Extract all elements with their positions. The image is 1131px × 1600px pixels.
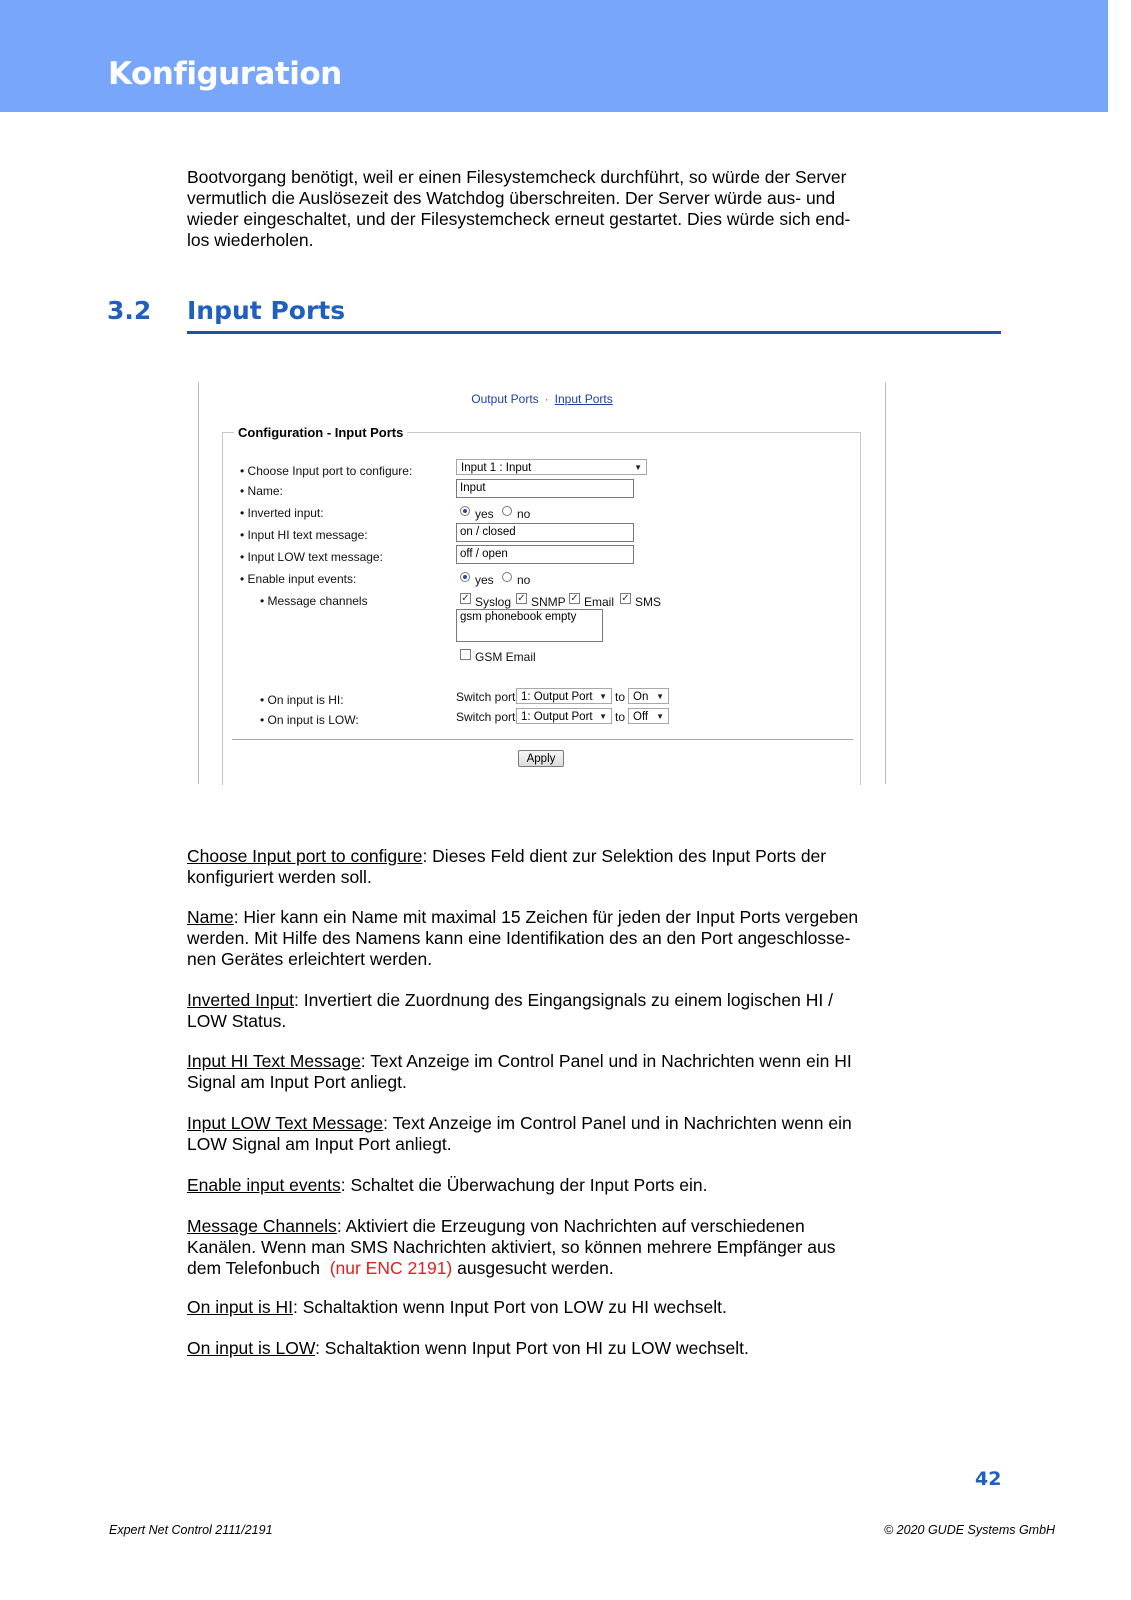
para-text: LOW Status. <box>187 1011 287 1031</box>
section-title: Input Ports <box>187 296 346 325</box>
chevron-down-icon: ▼ <box>656 712 664 721</box>
tab-separator: · <box>544 392 549 406</box>
para-text: ausgesucht werden. <box>452 1258 614 1278</box>
inverted-no-label: no <box>517 507 531 521</box>
label-name: • Name: <box>240 484 283 498</box>
para-message-channels <box>187 1216 917 1279</box>
para-text: : Schaltet die Überwachung der Input Ports ein. <box>340 1175 708 1195</box>
label-enable-events: • Enable input events: <box>240 572 357 586</box>
footer-copyright: © 2020 GUDE Systems GmbH <box>884 1523 1056 1537</box>
term: Enable input events <box>187 1175 341 1195</box>
term: On input is HI <box>187 1297 294 1317</box>
to-label: to <box>615 690 626 704</box>
events-no-radio[interactable] <box>502 572 512 582</box>
config-screenshot <box>198 382 886 784</box>
para-text: : Aktiviert die Erzeugung von Nachrichten auf verschiedenen <box>336 1216 805 1236</box>
hi-action-value: On <box>633 691 649 703</box>
hi-output-port-select[interactable] <box>516 688 612 704</box>
label-inverted: • Inverted input: <box>240 506 324 520</box>
chevron-down-icon: ▼ <box>599 712 607 721</box>
term: Input LOW Text Message <box>187 1113 384 1133</box>
tab-input-ports[interactable]: Input Ports <box>554 392 613 406</box>
events-yes-radio[interactable] <box>460 572 470 582</box>
screenshot-border-left <box>198 382 199 784</box>
chevron-down-icon: ▼ <box>599 692 607 701</box>
para-text: : Text Anzeige im Control Panel und in Nachrichten wenn ein <box>383 1113 852 1133</box>
email-label: Email <box>584 595 615 609</box>
para-text: Signal am Input Port anliegt. <box>187 1072 407 1092</box>
inverted-yes-label: yes <box>475 507 494 521</box>
para-text: : Text Anzeige im Control Panel und in Nachrichten wenn ein HI <box>360 1051 852 1071</box>
events-yes-label: yes <box>475 573 494 587</box>
chevron-down-icon: ▼ <box>634 463 642 472</box>
para-text: : Dieses Feld dient zur Selektion des Input Ports der <box>422 846 827 866</box>
port-select-value: Input 1 : Input <box>461 462 532 474</box>
term: Choose Input port to configure <box>187 846 423 866</box>
sms-checkbox[interactable]: ✓ <box>621 593 630 604</box>
term: Message Channels <box>187 1216 337 1236</box>
intro-line: vermutlich die Auslösezeit des Watchdog überschreiten. Der Server würde aus- und <box>187 188 836 208</box>
enc-note: (nur ENC 2191) <box>329 1258 453 1278</box>
para-text: : Schaltaktion wenn Input Port von LOW zu HI wechselt. <box>293 1297 727 1317</box>
label-on-low: • On input is LOW: <box>260 713 359 727</box>
fieldset-legend: Configuration - Input Ports <box>234 425 407 440</box>
chapter-title: Konfiguration <box>108 56 342 92</box>
screenshot-border-right <box>885 382 886 784</box>
intro-line: Bootvorgang benötigt, weil er einen Filesystemcheck durchführt, so würde der Server <box>187 167 847 187</box>
switch-port-label: Switch port <box>456 690 516 704</box>
phonebook-list[interactable]: gsm phonebook empty <box>456 609 603 642</box>
low-action-select[interactable] <box>628 708 669 724</box>
low-output-port-select[interactable] <box>516 708 612 724</box>
syslog-label: Syslog <box>475 595 512 609</box>
term: Inverted Input <box>187 990 295 1010</box>
chevron-down-icon: ▼ <box>656 692 664 701</box>
term: Input HI Text Message <box>187 1051 361 1071</box>
label-choose-port: • Choose Input port to configure: <box>240 464 413 478</box>
low-output-port-value: 1: Output Port <box>521 711 593 723</box>
form-divider <box>232 739 853 740</box>
intro-paragraph <box>187 167 917 251</box>
page-number: 42 <box>975 1468 1002 1490</box>
hi-action-select[interactable] <box>628 688 669 704</box>
email-checkbox[interactable]: ✓ <box>570 593 579 604</box>
label-on-hi: • On input is HI: <box>260 693 344 707</box>
para-text: : Schaltaktion wenn Input Port von HI zu LOW wechselt. <box>315 1338 749 1358</box>
apply-button[interactable]: Apply <box>518 750 564 767</box>
sms-label: SMS <box>635 595 662 609</box>
gsm-email-label: GSM Email <box>475 650 536 664</box>
syslog-checkbox[interactable]: ✓ <box>461 593 470 604</box>
label-message-channels: • Message channels <box>260 594 368 608</box>
para-hi-text <box>187 1051 917 1093</box>
low-text-input[interactable]: off / open <box>456 545 634 564</box>
para-inverted <box>187 990 917 1032</box>
para-low-text <box>187 1113 917 1155</box>
para-name <box>187 907 917 970</box>
para-choose-port <box>187 846 917 888</box>
para-text: : Invertiert die Zuordnung des Eingangsignals zu einem logischen HI / <box>294 990 833 1010</box>
switch-port-label: Switch port <box>456 710 516 724</box>
para-on-hi <box>187 1297 917 1318</box>
para-text: werden. Mit Hilfe des Namens kann eine Identifikation des an den Port angeschlosse- <box>187 928 851 948</box>
para-on-low <box>187 1338 917 1359</box>
to-label: to <box>615 710 626 724</box>
para-enable-events <box>187 1175 917 1196</box>
section-rule <box>187 331 1001 334</box>
name-input[interactable]: Input <box>456 479 634 498</box>
para-text: LOW Signal am Input Port anliegt. <box>187 1134 452 1154</box>
footer-product: Expert Net Control 2111/2191 <box>109 1523 273 1537</box>
tab-output-ports[interactable]: Output Ports <box>471 392 539 406</box>
para-text: nen Gerätes erleichtert werden. <box>187 949 433 969</box>
intro-line: los wiederholen. <box>187 230 314 250</box>
port-select[interactable] <box>456 459 647 475</box>
label-low-text: • Input LOW text message: <box>240 550 383 564</box>
snmp-label: SNMP <box>531 595 566 609</box>
para-text: : Hier kann ein Name mit maximal 15 Zeichen für jeden der Input Ports vergeben <box>233 907 859 927</box>
hi-output-port-value: 1: Output Port <box>521 691 593 703</box>
port-tabs <box>198 392 886 406</box>
term: Name <box>187 907 234 927</box>
events-no-label: no <box>517 573 531 587</box>
snmp-checkbox[interactable]: ✓ <box>517 593 526 604</box>
para-text: dem Telefonbuch <box>187 1258 330 1278</box>
page-header-bar <box>0 0 1108 112</box>
gsm-email-checkbox[interactable] <box>460 649 471 660</box>
hi-text-input[interactable]: on / closed <box>456 523 634 542</box>
section-number: 3.2 <box>107 296 152 325</box>
inverted-yes-radio[interactable] <box>460 506 470 516</box>
para-text: Kanälen. Wenn man SMS Nachrichten aktiviert, so können mehrere Empfänger aus <box>187 1237 836 1257</box>
intro-line: wieder eingeschaltet, und der Filesystemcheck erneut gestartet. Dies würde sich end- <box>187 209 851 229</box>
low-action-value: Off <box>633 711 649 723</box>
term: On input is LOW <box>187 1338 316 1358</box>
label-hi-text: • Input HI text message: <box>240 528 368 542</box>
para-text: konfiguriert werden soll. <box>187 867 372 887</box>
inverted-no-radio[interactable] <box>502 506 512 516</box>
